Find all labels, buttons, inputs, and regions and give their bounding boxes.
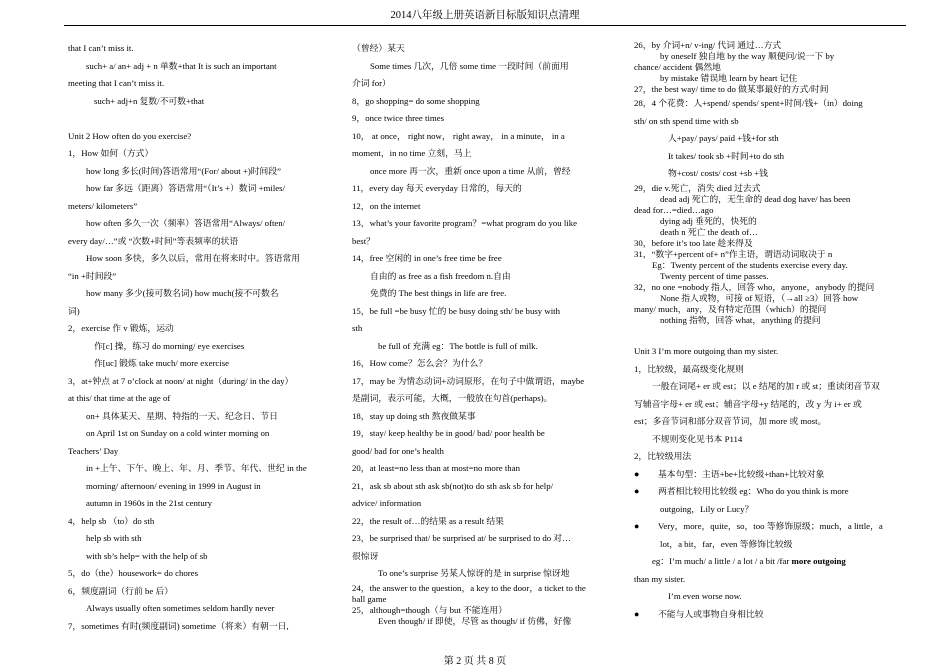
text-line: autumn in 1960s in the 21st century	[86, 498, 213, 508]
text-line: To one’s surprise 另某人惊讶的是 in surprise 惊讶地	[378, 568, 570, 578]
page-header: 2014八年级上册英语新目标版知识点清理	[64, 9, 906, 26]
text-line: Even though/ if 即使，尽管 as though/ if 仿佛，好像	[378, 615, 572, 626]
text-line: None 指人或物，可接 of 短语，（→all ≥3）回答 how	[660, 292, 859, 303]
text-line: 25，although=though（与 but 不能连用）	[352, 604, 507, 615]
text-line: outgoing，Lily or Lucy？	[660, 503, 754, 514]
text-line: meters/ kilometers”	[68, 200, 138, 211]
text-line: 20，at least=no less than at most=no more than	[352, 463, 520, 473]
text-line: 13，what’s your favorite program？=what program do you like	[352, 218, 578, 228]
text-line: 3，at+钟点 at 7 o’clock at noon/ at night（during/ in the day）	[68, 375, 294, 386]
text-line: “in +时间段”	[68, 270, 117, 281]
text-line: 12，on the internet	[352, 200, 421, 211]
text-line: death n 死亡 the death of…	[660, 226, 758, 237]
text-line: 27，the best way/ time to do 做某事最好的方式/时间	[634, 84, 829, 94]
text-line: I’m even worse now.	[668, 591, 742, 601]
text-line: 很惊讶	[352, 550, 379, 561]
text-line: 不规则变化见书本 P114	[652, 433, 743, 444]
text-line: dying adj 垂死的，快死的	[660, 215, 757, 226]
text-line: lot，a bit，far，even 等修饰比较级	[660, 538, 793, 549]
text-line: Teachers’ Day	[68, 445, 119, 456]
text-line: ball game	[352, 593, 387, 604]
text-line: than my sister.	[634, 573, 686, 584]
text-line: 18，stay up doing sth 熬夜做某事	[352, 410, 476, 421]
text-line: by oneself 独自地 by the way 顺便问/说一下 by	[660, 51, 835, 61]
text-line: good/ bad for one’s health	[352, 445, 444, 456]
text-line: 31，“数字+percent of+ n”作主语，谓语动词取决于 n	[634, 248, 833, 259]
text-line: once more 再一次，重新 once upon a time 从前，曾经	[370, 165, 571, 176]
text-line: how many 多少(接可数名词) how much(接不可数名	[86, 288, 279, 298]
text-line: 词)	[68, 305, 80, 316]
text-line: moment，in no time 立刻，马上	[352, 148, 472, 158]
text-line: 4，help sb （to）do sth	[68, 515, 155, 526]
text-line: sth/ on sth spend time with sb	[634, 115, 739, 126]
text-line: 1，How 如何（方式）	[68, 148, 154, 158]
text-line: every day/…”或 “次数+时间”等表频率的状语	[68, 235, 239, 246]
text-line: meeting that I can’t miss it.	[68, 78, 165, 88]
bullet-item: ● 不能与人或事物自身相比较	[634, 606, 896, 624]
text-line: 介词 for）	[352, 78, 391, 88]
text-line: such+ a/ an+ adj + n 单数+that It is such an important	[86, 60, 277, 71]
text-line: Twenty percent of time passes.	[660, 270, 769, 281]
text-line	[634, 553, 896, 571]
text-line: morning/ afternoon/ evening in 1999 in August in	[86, 480, 261, 491]
text-line: 人+pay/ pays/ paid +钱+for sth	[668, 133, 779, 143]
text-line: （曾经）某天	[352, 43, 405, 53]
text-line: 9，once twice three times	[352, 113, 445, 123]
column-left	[68, 40, 330, 635]
text-line: with sb’s help= with the help of sb	[86, 550, 208, 561]
text-line: sth	[352, 323, 363, 333]
text-line: 16，How come？怎么会？为什么？	[352, 358, 488, 368]
text-line: such+ adj+n 复数/不可数+that	[94, 95, 205, 106]
text-line: dead adj 死亡的，无生命的 dead dog have/ has been	[660, 193, 851, 204]
text-line: 21，ask sb about sth ask sb(not)to do sth ask sb for help/	[352, 480, 554, 491]
bullet-item: ● 基本句型：主语+be+比较级+than+比较对象	[634, 466, 896, 484]
text-line: It takes/ took sb +时间+to do sth	[668, 150, 784, 161]
column-right	[634, 40, 896, 623]
unit-heading: Unit 2 How often do you exercise?	[68, 130, 192, 141]
text-line: that I can’t miss it.	[68, 43, 134, 53]
text-line: 7，sometimes 有时(频度副词) sometime（将来）有朝一日,	[68, 620, 289, 631]
text-line: 6，频度副词（行前 be 后）	[68, 585, 174, 596]
text-line: nothing 指物，回答 what，anything 的提问	[660, 314, 821, 325]
text-line: at this/ that time at the age of	[68, 393, 171, 403]
text-line: Always usually often sometimes seldom hardly never	[86, 603, 275, 613]
text-line: 11，every day 每天 everyday 日常的，每天的	[352, 183, 522, 193]
text-line: 免费的 The best things in life are free.	[370, 288, 507, 298]
text-line: 22，the result of…的结果 as a result 结果	[352, 515, 504, 526]
text-line: dead for…=died…ago	[634, 204, 714, 215]
text-line: 自由的 as free as a fish freedom n.自由	[370, 270, 511, 281]
text-line: 28，4 个花费：人+spend/ spends/ spent+时间/钱+（in）doing	[634, 98, 863, 108]
text-line: 32，no one =nobody 指人，回答 who，anyone，anybody 的提问	[634, 281, 875, 292]
text-line: be full of 充满 eg：The bottle is full of milk.	[378, 340, 538, 351]
text-line: 29，die v.死亡，消失 died 过去式	[634, 182, 761, 193]
text-line: est；多音节词和部分双音节词，加 more 或 most。	[634, 416, 827, 426]
text-line: best？	[352, 235, 375, 246]
text-line: 写辅音字母+ er 或 est；辅音字母+y 结尾的，改 y 为 i+ er 或	[634, 398, 862, 409]
text-line: how often 多久一次（频率）答语常用“Always/ often/	[86, 218, 286, 228]
text-line: 10， at once， right now， right away， in a minute， in a	[352, 130, 565, 141]
text-line: chance/ accident 偶然地	[634, 62, 721, 72]
example-text: eg：I’m much/ a little / a lot / a bit /far	[652, 556, 790, 566]
text-line: 物+cost/ costs/ cost +sb +钱	[668, 168, 768, 178]
text-line: in +上午、下午、晚上、年、月、季节、年代、世纪 in the	[86, 463, 307, 473]
text-line: How soon 多快，多久以后，常用在将来时中。答语常用	[86, 253, 301, 263]
text-line: 15，be full =be busy 忙的 be busy doing sth/ be busy with	[352, 305, 561, 316]
text-line: help sb with sth	[86, 533, 142, 543]
text-line: how long 多长(时间)答语常用“(For/ about +)时间段”	[86, 165, 282, 176]
text-line: 23，be surprised that/ be surprised at/ be surprised to do 对…	[352, 533, 571, 543]
text-line: Eg：Twenty percent of the students exercise every day.	[652, 259, 848, 270]
text-line: 8，go shopping= do some shopping	[352, 95, 480, 106]
text-line: Some times 几次，几倍 some time 一段时间（前面用	[370, 60, 569, 71]
text-line: 作[c] 操，练习 do morning/ eye exercises	[94, 340, 245, 351]
text-line: 5，do（the）housework= do chores	[68, 568, 199, 578]
unit-heading: Unit 3 I’m more outgoing than my sister.	[634, 346, 779, 356]
text-line: 2，exercise 作 v 锻炼，运动	[68, 323, 174, 333]
text-line: advice/ information	[352, 498, 422, 508]
text-line: 作[uc] 锻炼 take much/ more exercise	[94, 358, 230, 368]
text-line: by mistake 错误地 learn by heart 记住	[660, 73, 798, 83]
text-line: on+ 具体某天、星期、特指的一天、纪念日、节日	[86, 410, 278, 421]
text-line: on April 1st on Sunday on a cold winter morning on	[86, 428, 270, 438]
text-line: 26，by 介词+n/ v-ing/ 代词 通过…方式	[634, 40, 782, 50]
text-line: 是副词，表示可能，大概，一般放在句首(perhaps)。	[352, 393, 553, 403]
text-line: 19，stay/ keep healthy be in good/ bad/ poor health be	[352, 428, 545, 438]
column-middle	[352, 40, 612, 627]
text-line: 14，free 空闲的 in one’s free time be free	[352, 253, 502, 263]
text-line: 一般在词尾+ er 或 est；以 e 结尾的加 r 或 st；重读闭音节双	[652, 381, 880, 391]
bullet-item: ● 两者相比较用比较级 eg：Who do you think is more	[634, 483, 896, 501]
text-line: 24，the answer to the question，a key to the door，a ticket to the	[352, 582, 586, 593]
page-footer: 第 2 页 共 8 页	[443, 656, 507, 667]
text-line: 17，may be 为情态动词+动词原形，在句子中做谓语，maybe	[352, 375, 585, 386]
text-line: 2，比较级用法	[634, 451, 692, 461]
bullet-item: ● Very，more，quite，so，too 等修饰原级；much，a little，a	[634, 518, 896, 536]
bold-phrase: more outgoing	[791, 556, 846, 566]
text-line: 30，before it’s too late 趁来得及	[634, 237, 753, 248]
text-line: many/ much，any，及有特定范围（which）的提问	[634, 303, 827, 314]
text-line: 1，比较级，最高级变化规则	[634, 363, 744, 374]
text-line: how far 多远（距离）答语常用“（It’s +）数词 +miles/	[86, 183, 286, 193]
